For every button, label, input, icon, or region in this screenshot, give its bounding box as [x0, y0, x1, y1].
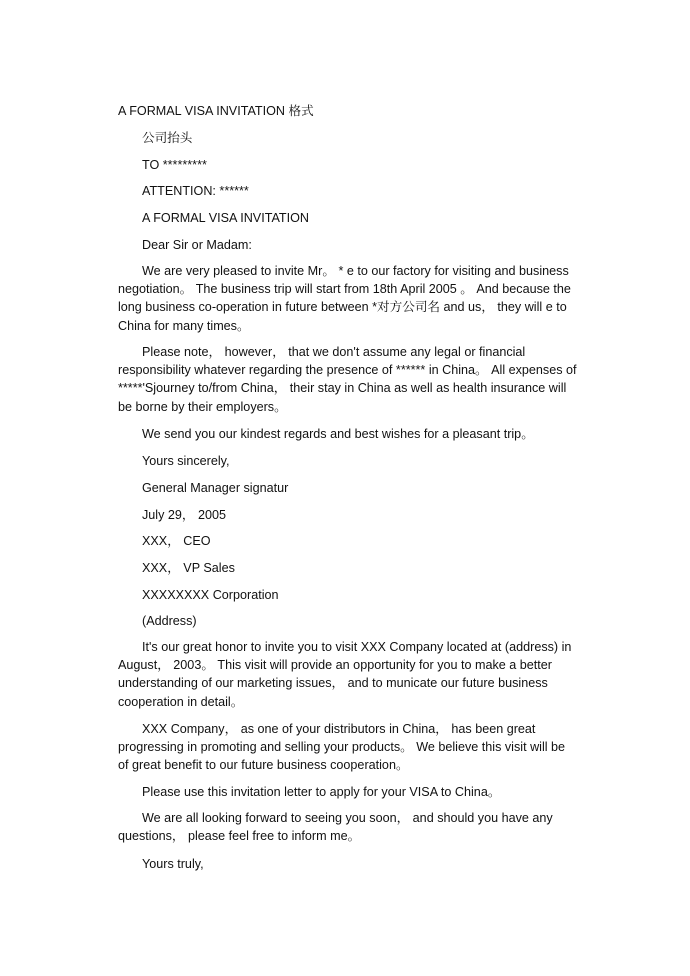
body-paragraph-3: We send you our kindest regards and best wishes for a pleasant trip。 [142, 427, 534, 441]
attention-line: ATTENTION: ****** [142, 184, 249, 198]
closing: Yours sincerely, [142, 454, 230, 468]
document-title: A FORMAL VISA INVITATION 格式 [118, 104, 314, 118]
recipient-line: TO ********* [142, 158, 207, 172]
letterhead: 公司抬头 [142, 131, 193, 145]
letter-date: July 29， 2005 [142, 508, 227, 522]
company-name: XXXXXXXX Corporation [142, 588, 279, 602]
second-letter-paragraph-1: It's our great honor to invite you to visit XXX Company located at (address) in August， 2003。 This visit will provide an opportunity for you to make a better understanding of our marketing issues， and to municate our future business cooperation in detail。 [118, 640, 572, 709]
company-address: (Address) [142, 614, 197, 628]
body-paragraph-2: Please note， however， that we don't assume any legal or financial responsibility whatever regarding the presence of ****** in China。 All expenses of *****'Sjourney to/from China， their stay in China as well as health insurance will be borne by their employers。 [118, 345, 577, 414]
signature-line: General Manager signatur [142, 481, 289, 495]
body-paragraph-1: We are very pleased to invite Mr。 * e to our factory for visiting and business negotiation。 The business trip will start from 18th April 2005 。 And because the long business co-operation in future between *对方公司名 and us， they will e to China for many times。 [118, 264, 571, 333]
second-letter-paragraph-2: XXX Company， as one of your distributors in China， has been great progressing in promoting and selling your products。 We believe this visit will be of great benefit to our future business cooperation。 [118, 722, 566, 773]
signer-ceo: XXX， CEO [142, 534, 211, 548]
letter-subject: A FORMAL VISA INVITATION [142, 211, 310, 225]
second-letter-paragraph-3: Please use this invitation letter to apply for your VISA to China。 [142, 785, 501, 799]
second-letter-paragraph-4: We are all looking forward to seeing you soon， and should you have any questions， please feel free to inform me。 [118, 811, 553, 844]
signer-vp-sales: XXX， VP Sales [142, 561, 235, 575]
salutation: Dear Sir or Madam: [142, 238, 252, 252]
second-letter-closing: Yours truly, [142, 857, 204, 871]
